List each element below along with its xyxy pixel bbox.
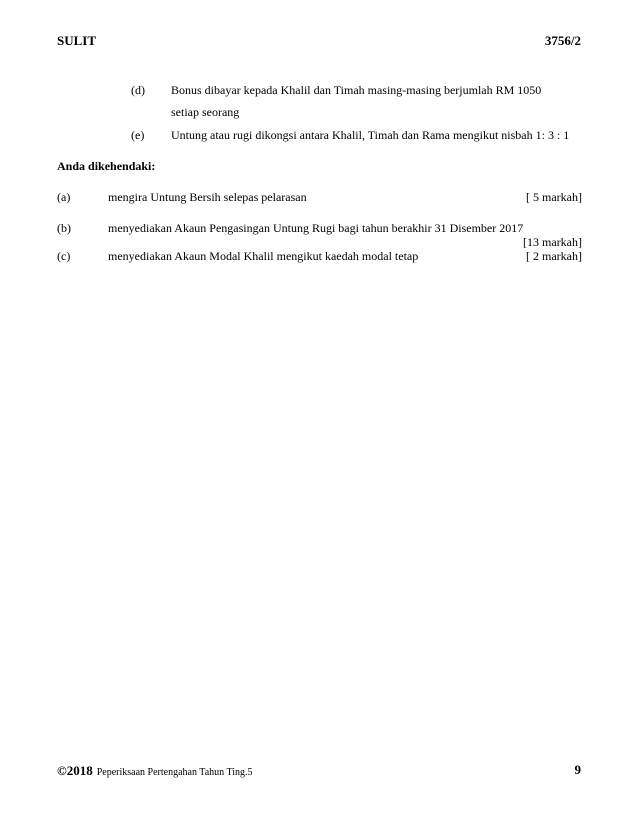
footer-exam-title: Peperiksaan Pertengahan Tahun Ting.5 <box>96 767 253 778</box>
item-e-line1: Untung atau rugi dikongsi antara Khalil, Timah dan Rama mengikut nisbah 1: 3 : 1 <box>171 128 570 142</box>
page-number: 9 <box>574 762 581 777</box>
instruction-heading: Anda dikehendaki: <box>57 159 156 173</box>
task-a-text: mengira Untung Bersih selepas pelarasan <box>108 190 307 204</box>
header-code: 3756/2 <box>544 33 581 48</box>
task-c-marks: [ 2 markah] <box>526 249 582 263</box>
task-a-label: (a) <box>57 190 71 204</box>
item-d-line2: setiap seorang <box>171 105 240 119</box>
task-a-marks: [ 5 markah] <box>526 190 582 204</box>
item-d-line1: Bonus dibayar kepada Khalil dan Timah masing-masing berjumlah RM 1050 <box>171 83 542 97</box>
item-d-label: (d) <box>131 83 145 97</box>
footer <box>57 762 252 780</box>
task-c-label: (c) <box>57 249 71 263</box>
header-sulit: SULIT <box>57 33 97 48</box>
task-b-text: menyediakan Akaun Pengasingan Untung Rugi bagi tahun berakhir 31 Disember 2017 <box>108 221 524 235</box>
task-c-text: menyediakan Akaun Modal Khalil mengikut kaedah modal tetap <box>108 249 419 263</box>
footer-copyright: ©2018 <box>57 763 93 778</box>
task-b-label: (b) <box>57 221 71 235</box>
item-e-label: (e) <box>131 128 145 142</box>
task-b-marks: [13 markah] <box>523 235 582 249</box>
